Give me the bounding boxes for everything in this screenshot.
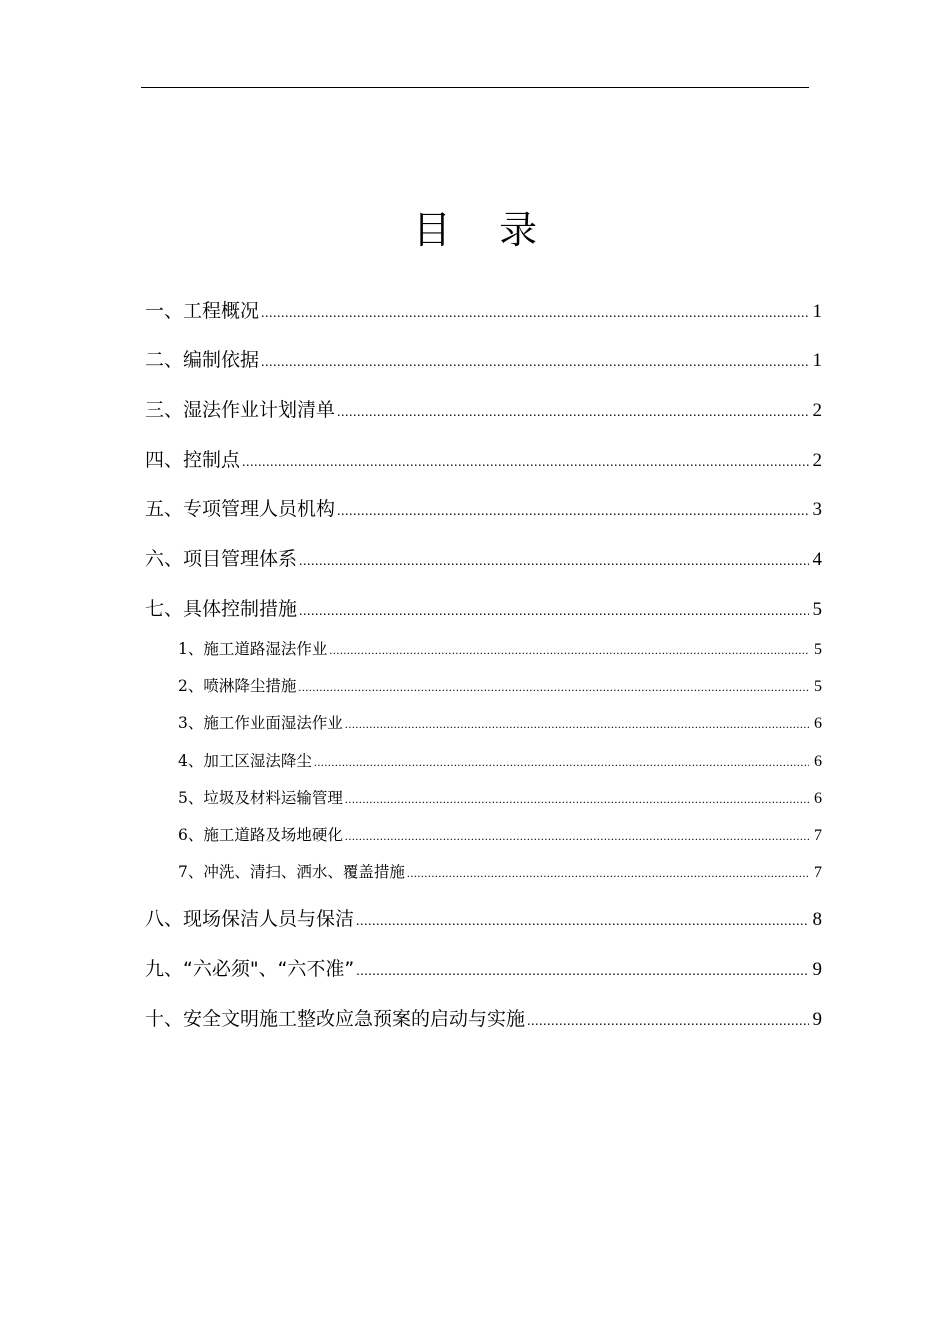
dot-leader [345,825,809,847]
toc-subentry-page: 5 [814,641,822,658]
toc-entry[interactable] [145,955,822,983]
toc-subentry-label: 2、喷淋降尘措施 [178,677,297,695]
toc-entry-page: 2 [812,450,822,471]
toc-entry[interactable] [145,346,822,374]
toc-entry[interactable] [145,905,822,933]
toc-entry-label: 三、湿法作业计划清单 [145,399,336,421]
toc-entry-label: 二、编制依据 [145,349,260,371]
dot-leader [527,1008,809,1036]
toc-entry-label: 七、具体控制措施 [145,598,298,620]
toc-entry[interactable] [145,595,822,623]
toc-entry-page: 3 [812,499,822,520]
toc-entry-page: 1 [812,350,822,371]
dot-leader [261,349,809,377]
dot-leader [299,548,809,576]
dot-leader [337,498,809,526]
toc-subentry[interactable] [178,712,822,734]
toc-entry-label: 十、安全文明施工整改应急预案的启动与实施 [145,1008,526,1030]
dot-leader [345,788,809,810]
toc-entry[interactable] [145,297,822,325]
toc-subentry[interactable] [178,787,822,809]
dot-leader [356,908,809,936]
toc-subentry-label: 3、施工作业面湿法作业 [178,714,343,732]
dot-leader [345,713,809,735]
toc-subentry[interactable] [178,675,822,697]
dot-leader [242,449,809,477]
toc-subentry[interactable] [178,861,822,883]
toc-subentry[interactable] [178,824,822,846]
dot-leader [337,399,809,427]
dot-leader [329,639,809,661]
toc-entry-page: 8 [812,909,822,930]
dot-leader [356,958,809,986]
toc-subentry-label: 4、加工区湿法降尘 [178,752,312,770]
toc-entry[interactable] [145,1005,822,1033]
toc-subentry-page: 5 [814,678,822,695]
toc-entry-label: 五、专项管理人员机构 [145,498,336,520]
dot-leader [261,300,809,328]
toc-entry-page: 9 [812,959,822,980]
toc-entry-label: 九、“六必须"、“六不准” [145,958,355,980]
page-title: 目 录 [412,208,538,252]
toc-subentry-page: 7 [814,864,822,881]
toc-subentry-label: 1、施工道路湿法作业 [178,640,328,658]
toc-entry-page: 4 [812,549,822,570]
dot-leader [299,598,809,626]
dot-leader [314,751,809,773]
toc-entry-page: 1 [812,301,822,322]
toc-subentry-page: 7 [814,827,822,844]
toc-entry[interactable] [145,446,822,474]
toc-entry-page: 5 [812,599,822,620]
dot-leader [298,676,809,698]
toc-entry-label: 八、现场保洁人员与保洁 [145,908,355,930]
toc-subentry-page: 6 [814,715,822,732]
toc-subentry-page: 6 [814,790,822,807]
toc-entry-page: 2 [812,400,822,421]
toc-subentry[interactable] [178,750,822,772]
toc-subentry-label: 6、施工道路及场地硬化 [178,826,343,844]
toc-entry[interactable] [145,396,822,424]
toc-entry-label: 四、控制点 [145,449,241,471]
toc-subentry-page: 6 [814,753,822,770]
toc-entry-page: 9 [812,1009,822,1030]
toc-subentry[interactable] [178,638,822,660]
toc-entry-label: 六、项目管理体系 [145,548,298,570]
toc-entry-label: 一、工程概况 [145,300,260,322]
toc-subentry-label: 7、冲洗、清扫、洒水、覆盖措施 [178,863,405,881]
dot-leader [407,862,809,884]
toc-subentry-label: 5、垃圾及材料运输管理 [178,789,343,807]
toc-entry[interactable] [145,545,822,573]
toc-entry[interactable] [145,495,822,523]
